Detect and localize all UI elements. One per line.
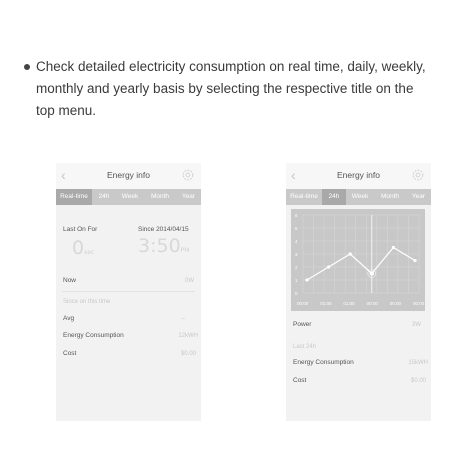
back-chevron-icon[interactable]: ‹ <box>61 167 66 183</box>
now-label: Now <box>63 277 77 284</box>
x-tick-label: 00:00 <box>366 301 378 306</box>
divider <box>62 291 195 292</box>
last-on-unit: sec <box>84 249 95 256</box>
energy-consumption-value: 15kWH <box>408 360 428 366</box>
data-point <box>305 278 308 281</box>
last-on-value: 0sec <box>72 237 95 259</box>
y-tick-label: 0 <box>295 291 298 296</box>
power-label: Power <box>293 321 312 328</box>
y-tick-label: 5 <box>295 226 298 231</box>
intro-paragraph <box>24 56 454 122</box>
avg-value: -- <box>181 316 185 322</box>
cost-value: $0.00 <box>180 351 196 357</box>
screen-title: Energy info <box>337 170 380 180</box>
energy-consumption-label: Energy Consumption <box>293 359 354 366</box>
tab-real-time[interactable]: Real-time <box>56 189 92 205</box>
gear-icon[interactable] <box>181 168 195 182</box>
title-bar <box>286 163 431 189</box>
highlight-data-point <box>370 271 374 275</box>
tab-week[interactable]: Week <box>121 193 139 200</box>
since-this-time-label: Since on this time <box>63 299 111 305</box>
title-bar <box>56 163 201 189</box>
tab-month[interactable]: Month <box>380 193 400 200</box>
energy-consumption-value: 12kWH <box>178 333 198 339</box>
avg-label: Avg <box>63 315 75 322</box>
tab-year[interactable]: Year <box>411 193 426 200</box>
back-chevron-icon[interactable]: ‹ <box>291 167 296 183</box>
since-date-label: Since 2014/04/15 <box>138 226 189 233</box>
since-time-unit: PM <box>180 247 190 254</box>
now-value: 0W <box>185 278 194 284</box>
power-value: 3W <box>412 322 421 328</box>
screen-title: Energy info <box>107 170 150 180</box>
data-point <box>327 265 330 268</box>
intro-line-2: monthly and yearly basis by selecting the respective title on the <box>36 81 414 96</box>
data-point <box>413 259 416 262</box>
energy-line-chart[interactable] <box>291 209 425 311</box>
cost-value: $0.00 <box>410 378 426 384</box>
energy-consumption-label: Energy Consumption <box>63 332 124 339</box>
cost-label: Cost <box>293 377 307 384</box>
data-point <box>392 246 395 249</box>
y-tick-label: 2 <box>295 265 298 270</box>
tab-24h[interactable]: 24h <box>98 193 110 200</box>
phone-screen-24h <box>286 163 431 421</box>
tab-real-time[interactable]: Real-time <box>290 193 318 200</box>
intro-line-3: top menu. <box>36 103 97 118</box>
x-tick-label: 00:00 <box>297 301 309 306</box>
cost-label: Cost <box>63 350 77 357</box>
tab-bar <box>56 189 201 205</box>
since-time-value: 3:50PM <box>138 235 190 257</box>
y-tick-label: 4 <box>295 239 298 244</box>
x-tick-label: 00:00 <box>413 301 425 306</box>
last-on-for-label: Last On For <box>63 226 98 233</box>
tab-24h[interactable]: 24h <box>322 189 346 205</box>
y-tick-label: 1 <box>295 278 298 283</box>
x-tick-label: 01:00 <box>343 301 355 306</box>
y-tick-label: 3 <box>295 252 298 257</box>
tab-week[interactable]: Week <box>351 193 369 200</box>
x-tick-label: 00:00 <box>389 301 402 306</box>
bullet-dot-icon <box>24 64 30 70</box>
tab-year[interactable]: Year <box>181 193 196 200</box>
tab-month[interactable]: Month <box>150 193 170 200</box>
x-tick-label: 01:00 <box>320 301 332 306</box>
data-point <box>349 252 352 255</box>
tab-bar <box>286 189 431 205</box>
phone-screen-realtime <box>56 163 201 421</box>
gear-icon[interactable] <box>411 168 425 182</box>
chart-background <box>291 209 425 311</box>
intro-line-1: Check detailed electricity consumption on real time, daily, weekly, <box>36 59 426 74</box>
y-tick-label: 6 <box>295 213 298 218</box>
last-24h-label: Last 24h <box>293 344 317 350</box>
